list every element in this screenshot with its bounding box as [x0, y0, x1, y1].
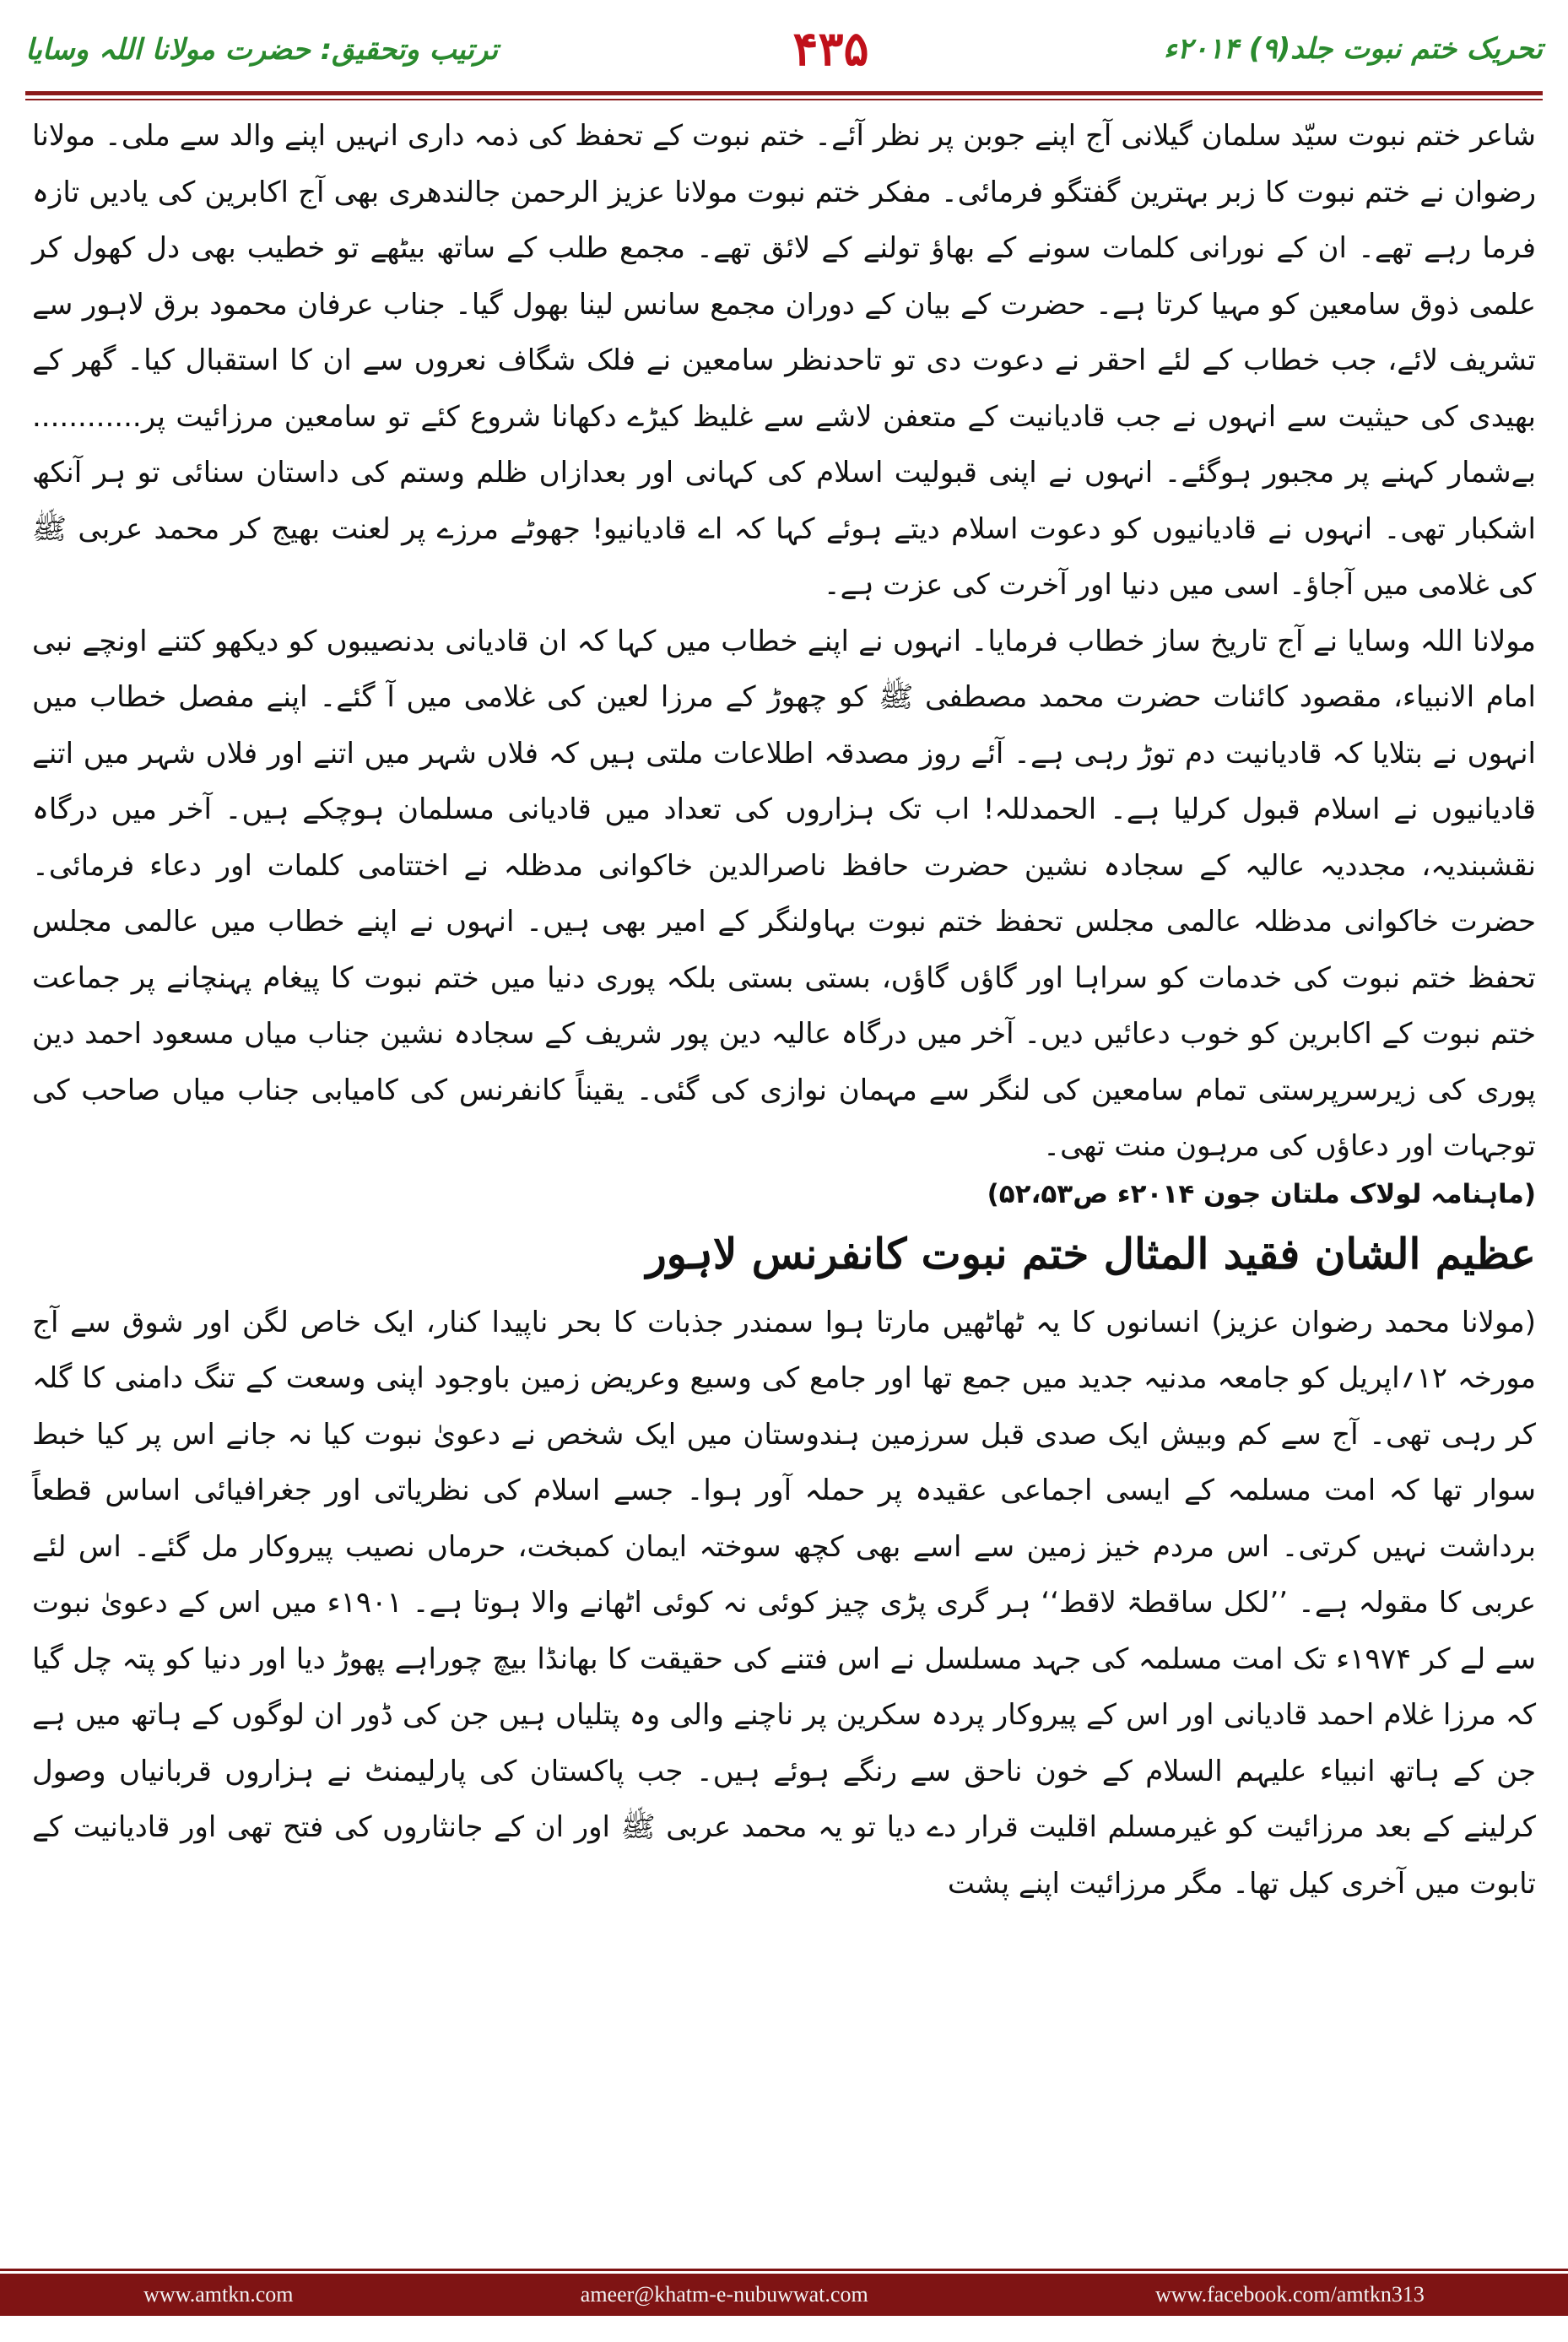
paragraph-3: (مولانا محمد رضوان عزیز) انسانوں کا یہ ٹھاٹھیں مارتا ہوا سمندر جذبات کا بحر ناپیدا کنار، ایک خاص لگن اور شوق سے آج مورخہ ۱۲؍اپریل کو جامعہ مدنیہ جدید میں جمع تھا اور جامع کی وسیع وعریض زمین باوجود اپنی وسعت کے تنگ دامنی کا گلہ کر رہی تھی۔ آج سے کم وبیش ایک صدی قبل سرزمین ہندوستان میں ایک شخص نے دعویٰ نبوت کیا نہ جانے اس پر کیا خبط سوار تھا کہ امت مسلمہ کے ایسی اجماعی عقیدہ پر حملہ آور ہوا۔ جسے اسلام کی نظریاتی اور جغرافیائی اساس قطعاً برداشت نہیں کرتی۔ اس مردم خیز زمین سے اسے بھی کچھ سوختہ ایمان کمبخت، حرماں نصیب پیروکار مل گئے۔ اس لئے عربی کا مقولہ ہے۔ ’’لکل ساقطۃ لاقط‘‘ ہر گری پڑی چیز کوئی نہ کوئی اٹھانے والا ہوتا ہے۔ ۱۹۰۱ء میں اس کے دعویٰ نبوت سے لے کر ۱۹۷۴ء تک امت مسلمہ کی جہد مسلسل نے اس فتنے کی حقیقت کا بھانڈا بیچ چوراہے پھوڑ دیا اور دنیا کو پتہ چل گیا کہ مرزا غلام احمد قادیانی اور اس کے پیروکار پردہ سکرین پر ناچنے والی وہ پتلیاں ہیں جن کی ڈور ان لوگوں کے ہاتھ میں ہے جن کے ہاتھ انبیاء علیہم السلام کے خون ناحق سے رنگے ہوئے ہیں۔ جب پاکستان کی پارلیمنٹ نے ہزاروں قربانیاں وصول کرلینے کے بعد مرزائیت کو غیرمسلم اقلیت قرار دے دیا تو یہ محمد عربی ﷺ اور ان کے جانثاروں کی فتح تھی اور قادیانیت کے تابوت میں آخری کیل تھا۔ مگر مرزائیت اپنے پشت	[32, 1305, 1536, 1901]
page-number: ۴۳۵	[792, 21, 869, 77]
section-heading: عظیم الشان فقید المثال ختم نبوت کانفرنس لاہور	[646, 1228, 1536, 1279]
paragraph-2: مولانا اللہ وسایا نے آج تاریخ ساز خطاب فرمایا۔ انہوں نے اپنے خطاب میں کہا کہ ان قادیانی بدنصیبوں کو دیکھو کتنے اونچے نبی امام الانبیاء، مقصود کائنات حضرت محمد مصطفی ﷺ کو چھوڑ کے مرزا لعین کی غلامی میں آ گئے۔ اپنے مفصل خطاب میں انہوں نے بتلایا کہ قادیانیت دم توڑ رہی ہے۔ آئے روز مصدقہ اطلاعات ملتی ہیں کہ فلاں شہر میں اتنے اور فلاں شہر میں اتنے قادیانیوں نے اسلام قبول کرلیا ہے۔ الحمدللہ! اب تک ہزاروں کی تعداد میں قادیانی مسلمان ہوچکے ہیں۔ آخر میں درگاہ نقشبندیہ، مجددیہ عالیہ کے سجادہ نشین حضرت حافظ ناصرالدین خاکوانی مدظلہ نے اختتامی کلمات اور دعاء فرمائی۔ حضرت خاکوانی مدظلہ عالمی مجلس تحفظ ختم نبوت بہاولنگر کے امیر بھی ہیں۔ انہوں نے اپنے خطاب میں عالمی مجلس تحفظ ختم نبوت کی خدمات کو سراہا اور گاؤں گاؤں، بستی بستی بلکہ پوری دنیا میں ختم نبوت کا پیغام پہنچانے پر جماعت ختم نبوت کے اکابرین کو خوب دعائیں دیں۔ آخر میں درگاہ عالیہ دین پور شریف کے سجادہ نشین جناب میاں مسعود احمد دین پوری کی زیرسرپرستی تمام سامعین کی لنگر سے مہمان نوازی کی گئی۔ یقیناً کانفرنس کی کامیابی جناب میاں صاحب کی توجہات اور دعاؤں کی مرہون منت تھی۔	[32, 624, 1536, 1163]
email-link[interactable]: ameer@khatm-e-nubuwwat.com	[580, 2282, 868, 2307]
facebook-link[interactable]: www.facebook.com/amtkn313	[1154, 2282, 1425, 2307]
header-rule	[25, 91, 1543, 95]
paragraph-1: شاعر ختم نبوت سیّد سلمان گیلانی آج اپنے جوبن پر نظر آئے۔ ختم نبوت کے تحفظ کی ذمہ داری انہیں اپنے والد سے ملی۔ مولانا رضوان نے ختم نبوت کا زبر بہترین گفتگو فرمائی۔ مفکر ختم نبوت مولانا عزیز الرحمن جالندھری بھی آج اکابرین کی یادیں تازہ فرما رہے تھے۔ ان کے نورانی کلمات سونے کے بھاؤ تولنے کے لائق تھے۔ مجمع طلب کے ساتھ بیٹھے تو خطیب بھی دل کھول کر علمی ذوق سامعین کو مہیا کرتا ہے۔ حضرت کے بیان کے دوران مجمع سانس لینا بھول گیا۔ جناب عرفان محمود برق لاہور سے تشریف لائے، جب خطاب کے لئے احقر نے دعوت دی تو تاحدنظر سامعین نے فلک شگاف نعروں سے ان کا استقبال کیا۔ گھر کے بھیدی کی حیثیت سے انہوں نے جب قادیانیت کے متعفن لاشے سے غلیظ کیڑے دکھانا شروع کئے تو سامعین مرزائیت پر............ بےشمار کہنے پر مجبور ہوگئے۔ انہوں نے اپنی قبولیت اسلام کی کہانی اور بعدازاں ظلم وستم کی داستان سنائی تو ہر آنکھ اشکبار تھی۔ انہوں نے قادیانیوں کو دعوت اسلام دیتے ہوئے کہا کہ اے قادیانیو! جھوٹے مرزے پر لعنت بھیج کر محمد عربی ﷺ کی غلامی میں آجاؤ۔ اسی میں دنیا اور آخرت کی عزت ہے۔	[32, 119, 1536, 602]
website-link[interactable]: www.amtkn.com	[143, 2282, 294, 2307]
page-header	[25, 15, 1543, 83]
footer-rule	[0, 2269, 1568, 2271]
header-rule-thin	[25, 99, 1543, 100]
compiler-credit: ترتیب وتحقیق: حضرت مولانا اللہ وسایا	[25, 32, 499, 67]
book-title: تحریک ختم نبوت جلد(۹) ۲۰۱۴ء	[1163, 32, 1543, 66]
citation: (ماہنامہ لولاک ملتان جون ۲۰۱۴ء ص۵۲،۵۳)	[987, 1178, 1536, 1209]
page-body	[32, 108, 1536, 1912]
page-footer	[0, 2274, 1568, 2316]
